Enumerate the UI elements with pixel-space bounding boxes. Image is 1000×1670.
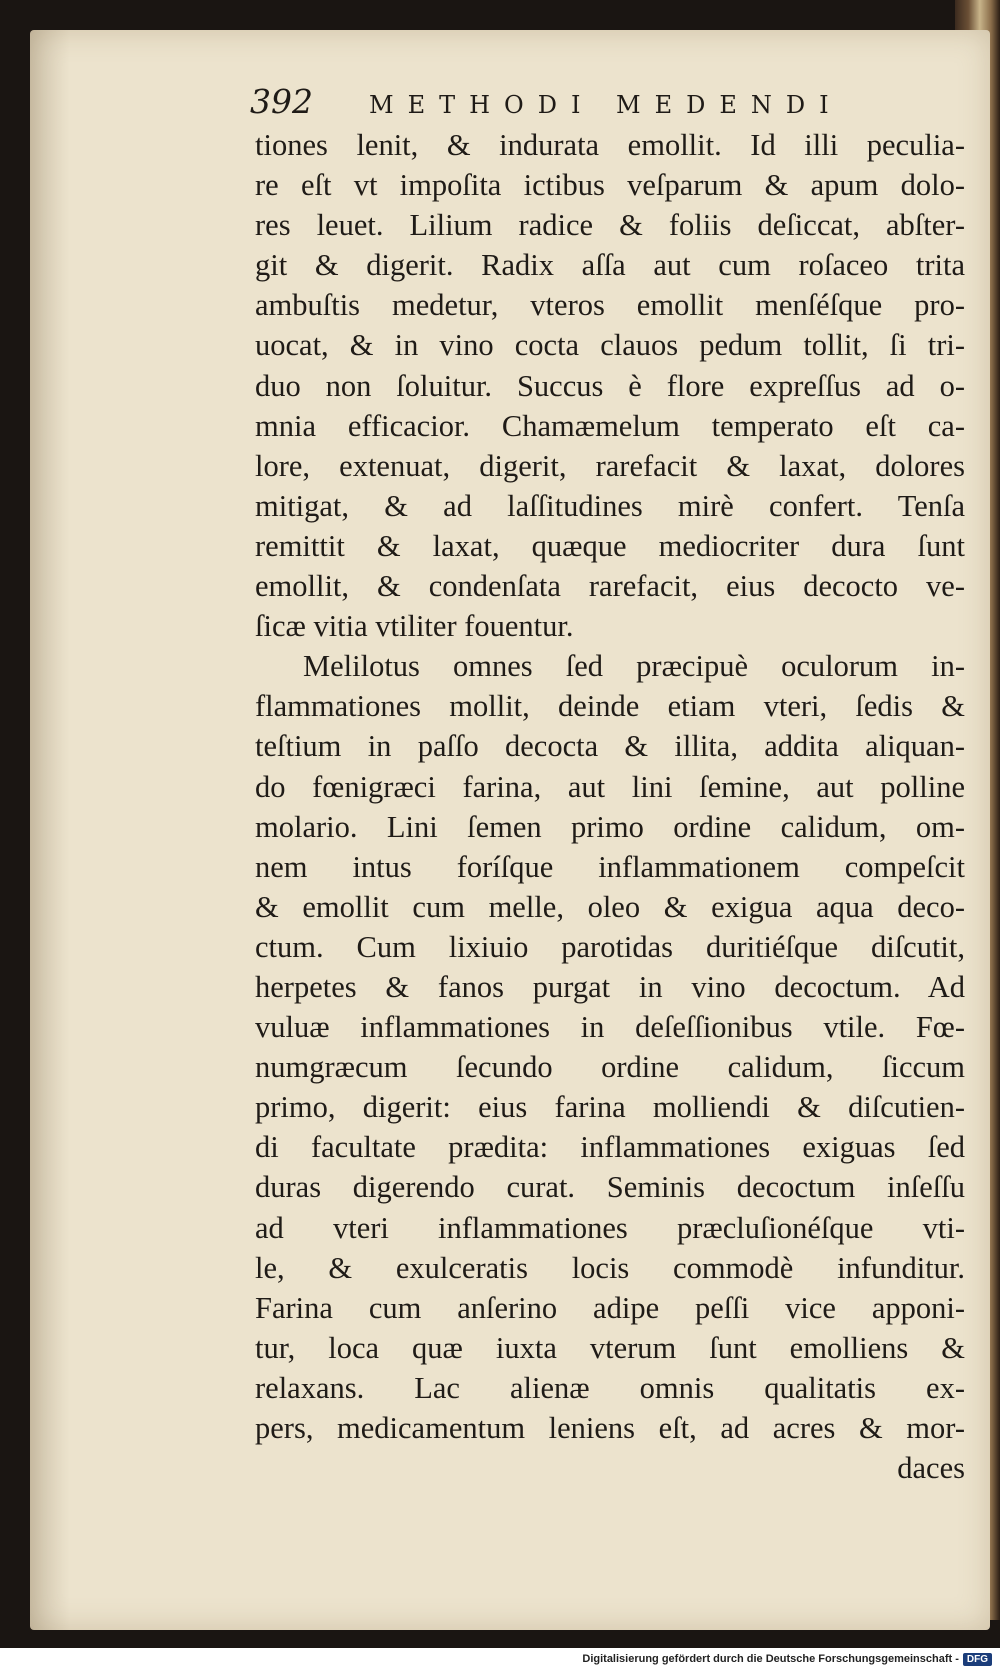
text-line: teſtium in paſſo decocta & illita, addita aliquan- [255, 729, 965, 764]
text-line: tiones lenit, & indurata emollit. Id illi peculia- [255, 128, 965, 162]
text-line: ad vteri inflammationes præcluſionéſque vti- [255, 1210, 965, 1245]
page-number: 392 [250, 82, 313, 121]
running-title: METHODI MEDENDI [369, 91, 843, 119]
text-line: le, & exulceratis locis commodè infunditur. [255, 1250, 965, 1285]
text-line: molario. Lini ſemen primo ordine calidum, om- [255, 809, 965, 844]
text-line: ſicæ vitia vtiliter fouentur. [255, 609, 574, 644]
text-line: uocat, & in vino cocta clauos pedum tollit, ſi tri- [255, 328, 965, 363]
text-line: duras digerendo curat. Seminis decoctum inſeſſu [255, 1170, 965, 1205]
gutter-shadow [30, 30, 70, 1630]
text-line: & emollit cum melle, oleo & exigua aqua deco- [255, 889, 965, 924]
text-line: ambuſtis medetur, vteros emollit menſéſque pro- [255, 288, 965, 323]
dfg-logo: DFG [963, 1653, 992, 1666]
text-line: Melilotus omnes ſed præcipuè oculorum in- [303, 649, 965, 684]
text-line: ctum. Cum lixiuio parotidas duritiéſque diſcutit, [255, 929, 965, 964]
text-line: re eſt vt impoſita ictibus veſparum & apum dolo- [255, 168, 965, 203]
footer-credit: Digitalisierung gefördert durch die Deutsche Forschungsgemeinschaft - [582, 1653, 959, 1665]
text-line: duo non ſoluitur. Succus è flore expreſſus ad o- [255, 368, 965, 403]
running-head [250, 82, 970, 126]
text-line: primo, digerit: eius farina molliendi & diſcutien- [255, 1090, 965, 1125]
text-line: flammationes mollit, deinde etiam vteri, ſedis & [255, 689, 965, 724]
text-line: herpetes & fanos purgat in vino decoctum. Ad [255, 969, 965, 1004]
text-line: mnia efficacior. Chamæmelum temperato eſt ca- [255, 408, 965, 443]
text-line: relaxans. Lac alienæ omnis qualitatis ex- [255, 1370, 965, 1405]
catchword: daces [897, 1451, 965, 1486]
text-line: emollit, & condenſata rarefacit, eius decocto ve- [255, 569, 965, 604]
text-line: mitigat, & ad laſſitudines mirè confert. Tenſa [255, 488, 965, 523]
text-line: remittit & laxat, quæque mediocriter dura ſunt [255, 528, 965, 563]
text-line: res leuet. Lilium radice & foliis deſiccat, abſter- [255, 208, 965, 243]
text-line: git & digerit. Radix aſſa aut cum roſaceo trita [255, 248, 965, 283]
text-line: tur, loca quæ iuxta vterum ſunt emolliens & [255, 1330, 965, 1365]
text-line: lore, extenuat, digerit, rarefacit & laxat, dolores [255, 448, 965, 483]
text-line: Farina cum anſerino adipe peſſi vice apponi- [255, 1290, 965, 1325]
text-line: di facultate prædita: inflammationes exiguas ſed [255, 1130, 965, 1165]
text-body [255, 125, 965, 1488]
footer-strip [0, 1648, 1000, 1670]
text-line: pers, medicamentum leniens eſt, ad acres & mor- [255, 1411, 965, 1445]
text-line: do fœnigræci farina, aut lini ſemine, aut polline [255, 769, 965, 804]
text-line: nem intus foríſque inflammationem compeſcit [255, 849, 965, 884]
text-line: numgræcum ſecundo ordine calidum, ſiccum [255, 1050, 965, 1085]
text-line: vuluæ inflammationes in deſeſſionibus vtile. Fœ- [255, 1010, 965, 1045]
